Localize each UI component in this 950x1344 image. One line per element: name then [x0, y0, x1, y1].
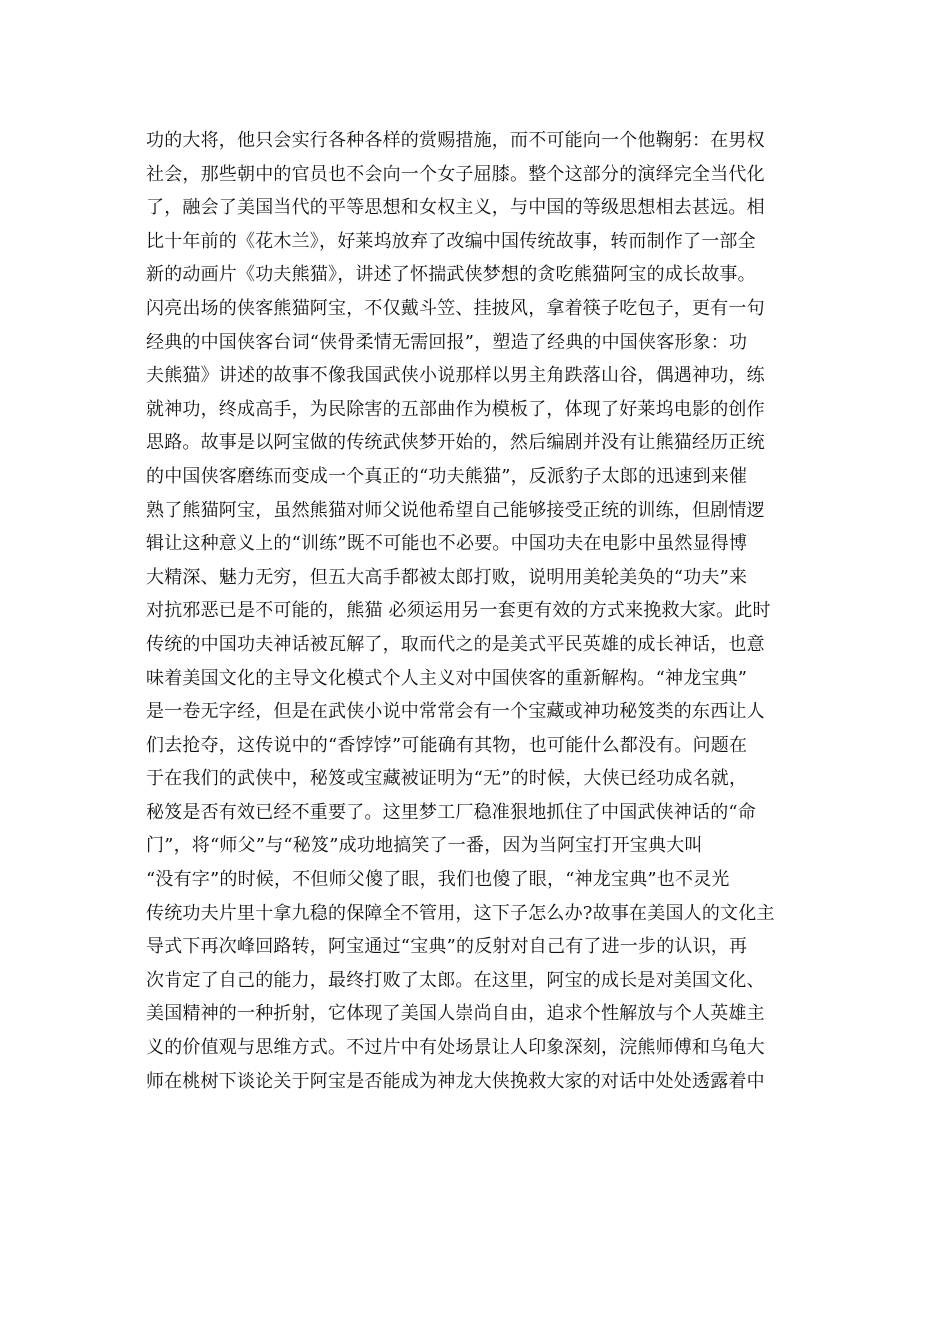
text-line: 了，融会了美国当代的平等思想和女权主义，与中国的等级思想相去甚远。相 [146, 197, 765, 219]
text-line: 思路。故事是以阿宝做的传统武侠梦开始的，然后编剧并没有让熊猫经历正统 [146, 432, 765, 454]
text-line: 比十年前的《花木兰》，好莱坞放弃了改编中国传统故事，转而制作了一部全 [146, 230, 756, 252]
text-line: 导式下再次峰回路转，阿宝通过“宝典”的反射对自己有了进一步的认识，再 [146, 936, 748, 958]
text-line: 的中国侠客磨练而变成一个真正的“功夫熊猫”，反派豹子太郎的迅速到来催 [146, 465, 748, 487]
text-line: 味着美国文化的主导文化模式个人主义对中国侠客的重新解构。“神龙宝典” [146, 667, 748, 689]
text-line: 于在我们的武侠中，秘笈或宝藏被证明为“无”的时候，大侠已经功成名就， [146, 768, 748, 790]
text-line: 经典的中国侠客台词“侠骨柔情无需回报”，塑造了经典的中国侠客形象：功 [146, 331, 748, 353]
text-line: 是一卷无字经，但是在武侠小说中常常会有一个宝藏或神功秘笈类的东西让人 [146, 701, 765, 723]
text-line: 闪亮出场的侠客熊猫阿宝，不仅戴斗笠、挂披风，拿着筷子吃包子，更有一句 [146, 297, 765, 319]
text-line: 熟了熊猫阿宝，虽然熊猫对师父说他希望自己能够接受正统的训练，但剧情逻 [146, 499, 765, 521]
text-line: 门”，将“师父”与“秘笈”成功地搞笑了一番，因为当阿宝打开宝典大叫 [146, 835, 703, 857]
text-line: 传统的中国功夫神话被瓦解了，取而代之的是美式平民英雄的成长神话，也意 [146, 633, 765, 655]
text-line: 传统功夫片里十拿九稳的保障全不管用，这下子怎么办?故事在美国人的文化主 [146, 902, 775, 924]
text-line: 秘笈是否有效已经不重要了。这里梦工厂稳准狠地抓住了中国武侠神话的“命 [146, 801, 756, 823]
text-line: 新的动画片《功夫熊猫》，讲述了怀揣武侠梦想的贪吃熊猫阿宝的成长故事。 [146, 264, 756, 286]
text-line: 对抗邪恶已是不可能的，熊猫 必须运用另一套更有效的方式来挽救大家。此时 [146, 600, 771, 622]
text-line: 大精深、魅力无穷，但五大高手都被太郎打败，说明用美轮美奂的“功夫”来 [146, 566, 748, 588]
text-line: 次肯定了自己的能力，最终打败了太郎。在这里，阿宝的成长是对美国文化、 [146, 969, 765, 991]
text-line: 夫熊猫》讲述的故事不像我国武侠小说那样以男主角跌落山谷，偶遇神功，练 [146, 365, 765, 387]
text-line: 功的大将，他只会实行各种各样的赏赐措施，而不可能向一个他鞠躬：在男权 [146, 130, 765, 151]
text-line: 们去抢夺，这传说中的“香饽饽”可能确有其物，也可能什么都没有。问题在 [146, 734, 748, 756]
text-line: “没有字”的时候，不但师父傻了眼，我们也傻了眼，“神龙宝典”也不灵光 [146, 869, 730, 891]
text-line: 美国精神的一种折射，它体现了美国人崇尚自由，追求个性解放与个人英雄主 [146, 1003, 765, 1025]
text-line: 社会，那些朝中的官员也不会向一个女子屈膝。整个这部分的演绎完全当代化 [146, 163, 765, 185]
body-paragraph [146, 124, 806, 1098]
text-line: 辑让这种意义上的“训练”既不可能也不必要。中国功夫在电影中虽然显得博 [146, 533, 748, 555]
text-line: 就神功，终成高手，为民除害的五部曲作为模板了，体现了好莱坞电影的创作 [146, 398, 765, 420]
text-line: 师在桃树下谈论关于阿宝是否能成为神龙大侠挽救大家的对话中处处透露着中 [146, 1070, 765, 1092]
text-line: 义的价值观与思维方式。不过片中有处场景让人印象深刻，浣熊师傅和乌龟大 [146, 1037, 765, 1059]
